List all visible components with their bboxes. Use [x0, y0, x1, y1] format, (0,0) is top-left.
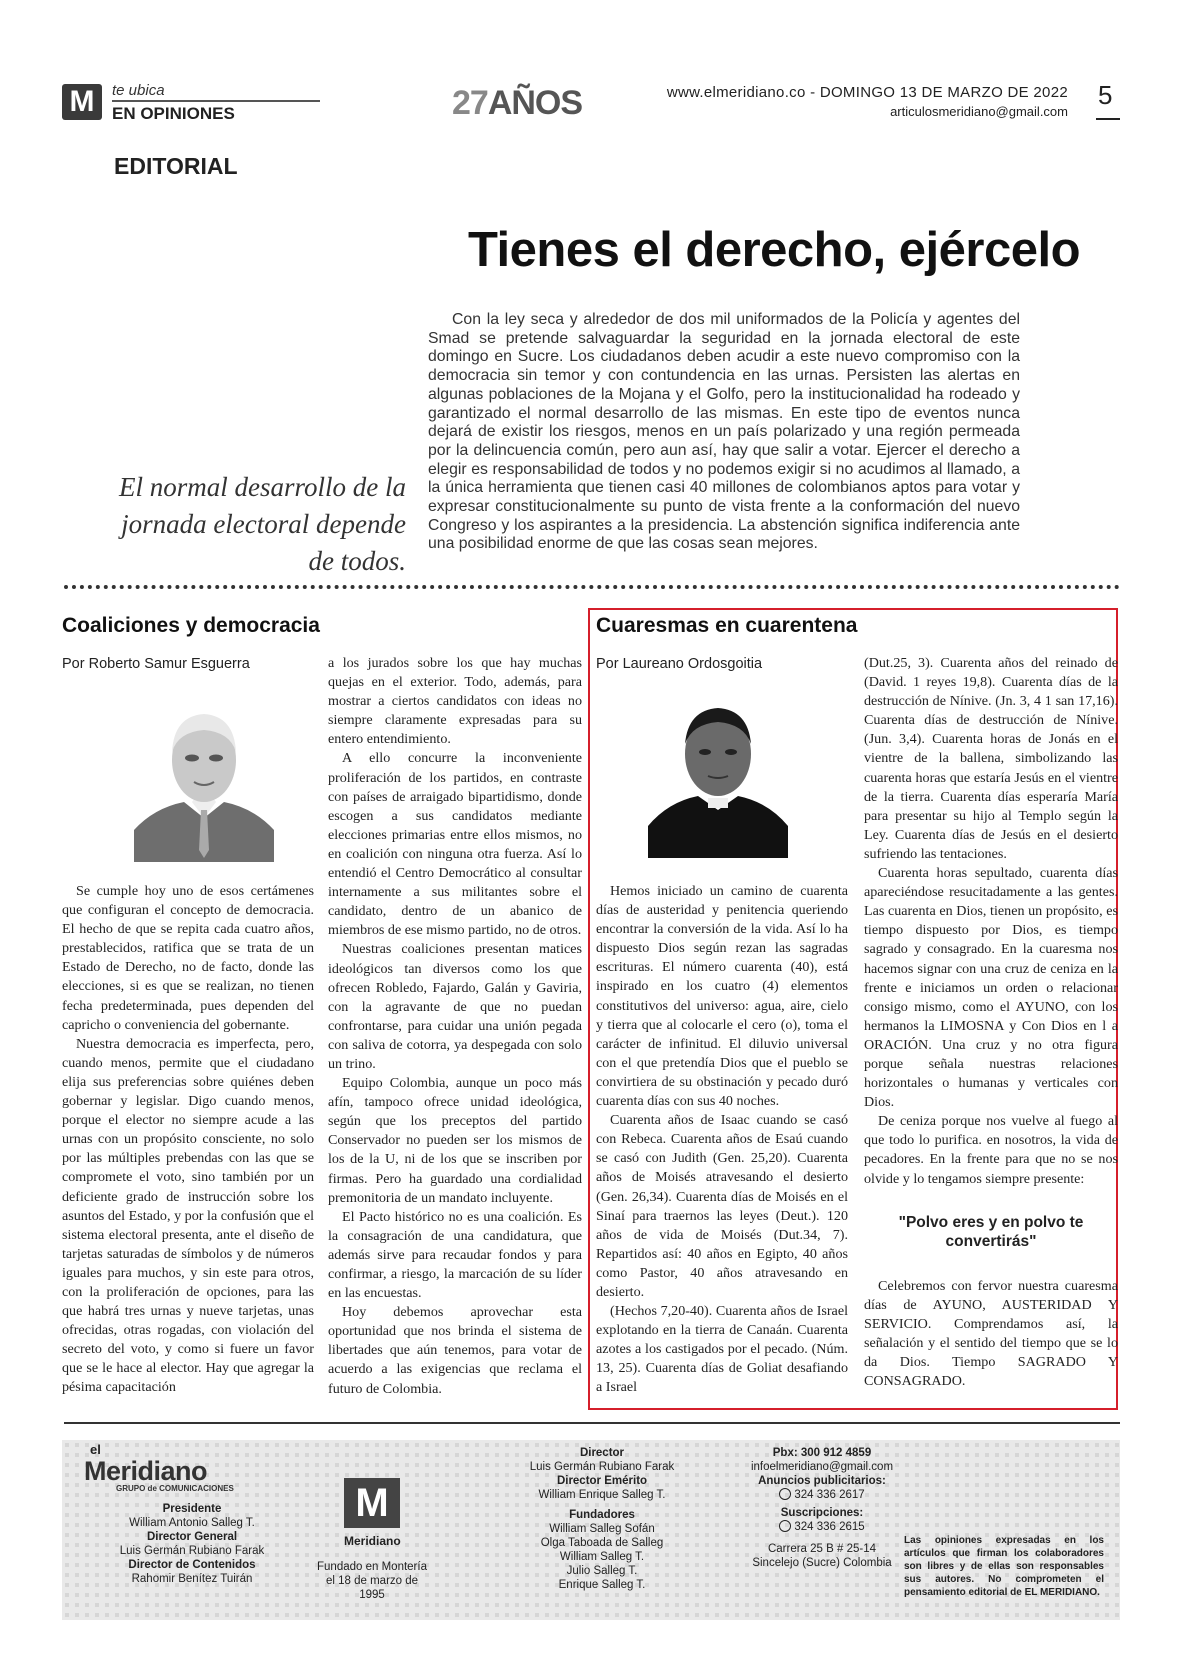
ads-phone-row	[702, 1488, 942, 1502]
paragraph: Equipo Colombia, aunque un poco más afín, tampoco ofrece unidad ideológica, según que los preceptos del partido Conservador no pueden ser los mismos de los de la U, ni de los que se inscriben por firmas. Pero ha guardado una cordialidad premonitoria de un mandato incluyente.	[328, 1075, 582, 1206]
staff-name: Luis Germán Rubiano Farak	[119, 1545, 265, 1557]
pull-quote: El normal desarrollo de la jornada electoral depende de todos.	[119, 472, 406, 576]
paragraph: Cuarenta horas sepultado, cuarenta días apareciéndose resucitadamente a las gentes. Las cuarenta en Dios, tienen un propósito, es tiempo dispuesto por Dios, es tiempo sagrado y consagrado. En la cuaresma nos hacemos signar con una cruz de ceniza en la frente e iniciamos un orden o relacionar consigo mismo, como el AYUNO, con los hermanos la LIMOSNA y Con Dios en l a ORACIÓN. Una cruz y no otra figura porque señala nuestras relaciones horizontales o humanas y verticales con Dios.	[864, 865, 1118, 1111]
page-number: 5	[1098, 80, 1113, 110]
editorial-body: Con la ley seca y alrededor de dos mil uniformados de la Policía y agentes del Smad se pretende salvaguardar la seguridad en la jornada electoral de este domingo en Sucre. Los ciudadanos deben acudir a este nuevo compromiso con la democracia sin temor y con contundencia en las urnas. Persisten las alertas en algunas poblaciones de la Mojana y el Golfo, pero la institucionalidad ha rodeado y garantizado el normal desarrollo de las mismas. En este tipo de eventos nunca dejará de existir los riesgos, menos en un país polarizado y una región permeada por la delincuencia común, pero aun así, hay que salir a votar. Ejercer el derecho a elegir es responsabilidad de todos y no podemos exigir si no acudimos al llamado, a la única herramienta que tienen casi 40 millones de colombianos aptos para votar y expresar constitucionalmente su punto de vista frente a la conformación del nuevo Congreso y los aspirantes a la presidencia. La abstención significa indiferencia ante una posibilidad enorme de que las cosas sean mejores.	[428, 311, 1020, 553]
paragraph: Celebremos con fervor nuestra cuaresma días de AYUNO, AUSTERIDAD Y SERVICIO. Comprendamos así, la señalación y el sentido del tiempo que se lo da Dios. Tiempo SAGRADO Y CONSAGRADO.	[864, 1277, 1118, 1390]
section-name: EN OPINIONES	[112, 104, 235, 123]
paragraph: Hoy debemos aprovechar esta oportunidad que nos brinda el sistema de libertades que aún tenemos, para votar de acuerdo a las exigencias que reclama el futuro de Colombia.	[328, 1304, 582, 1397]
left-article-byline: Por Roberto Samur Esguerra	[62, 656, 250, 672]
directors-block	[492, 1446, 712, 1592]
whatsapp-icon	[779, 1520, 791, 1532]
founder-name: William Salleg Sofán	[549, 1523, 655, 1535]
brand-logo: Meridiano	[84, 1456, 208, 1486]
right-article-byline: Por Laureano Ordosgoitia	[596, 656, 763, 672]
article-quote: "Polvo eres y en polvo te convertirás"	[898, 1213, 1084, 1250]
info-email[interactable]: infoelmeridiano@gmail.com	[750, 1461, 894, 1473]
meridiano-logo-name: Meridiano	[344, 1534, 401, 1548]
te-ubica-label: te ubica	[112, 82, 165, 99]
paragraph: Cuarenta años de Isaac cuando se casó con Rebeca. Cuarenta años de Esaú cuando se casó con Judith (Gen. 25,20). Cuarenta años de Moisés atravesando el desierto (Gen. 26,34). Cuarenta días de Moisés en el Sinaí para traernos las leyes (Deut.). 120 años de vida de Moisés (Dut.34, 7). Repartidos así: 40 años en Egipto, 40 años como Pastor, 40 años atravesando en desierto.	[596, 1112, 848, 1300]
paragraph: (Hechos 7,20-40). Cuarenta años de Israel explotando en la tierra de Canaán. Cuarenta azotes a los castigados por el pecado. (Núm. 13, 25). Cuarenta días de Goliat desafiando a Israel	[596, 1303, 848, 1396]
author-photo-ordosgoitia	[648, 686, 788, 858]
founders-role: Fundadores	[569, 1509, 635, 1521]
staff-role: Director de Contenidos	[128, 1559, 256, 1571]
right-article-title: Cuaresmas en cuarentena	[596, 614, 858, 637]
author-photo-samur	[134, 690, 274, 862]
meridiano-m-logo: M	[344, 1478, 400, 1528]
director-role: Director	[579, 1447, 625, 1459]
ads-label: Anuncios publicitarios:	[758, 1475, 886, 1487]
left-article-column-1	[62, 882, 314, 1398]
header-rule	[112, 100, 320, 102]
whatsapp-icon	[779, 1488, 791, 1500]
footer-rule	[64, 1422, 1120, 1424]
founded-note	[312, 1560, 432, 1602]
paragraph: Hemos iniciado un camino de cuarenta días de austeridad y penitencia queriendo encontrar la conversión de la vida. Así lo ha dispuesto Dios según rezan las sagradas escrituras. El número cuarenta (40), está inspirado en los cuatro (4) elementos constitutivos del universo: agua, aire, cielo y tierra que al colocarle el cero (o), toma el carácter de infinitud. El diluvio universal con el que pretendía Dios que el pueblo se convirtiera de su obstinación y pecado duró cuarenta días con sus 40 noches.	[596, 883, 848, 1110]
staff-list	[102, 1502, 282, 1586]
paragraph: Se cumple hoy uno de esos certámenes que configuran el concepto de democracia. El hecho de que se repita cada cuatro años, prestablecidos, ratifica que se trata de un Estado de Derecho, no de facto, donde las elecciones, si es que se realizan, no tienen fecha predeterminada, pues dependen del capricho o conveniencia del gobernante.	[62, 883, 314, 1033]
paragraph: a los jurados sobre los que hay muchas quejas en el exterior. Todo, además, para mostrar a ciertos candidatos con ideas no siempre claramente expresadas para su entero entendimiento.	[328, 655, 582, 748]
paragraph: El Pacto histórico no es una coalición. Es la consagración de una candidatura, que además sirve para recaudar fondos y para confirmar, a riesgo, la marcación de su líder en las encuestas.	[328, 1208, 582, 1302]
founder-name: William Salleg T.	[559, 1551, 645, 1563]
staff-name: Rahomir Benítez Tuirán	[131, 1573, 253, 1585]
disclaimer: Las opiniones expresadas en los artículos que firman los colaboradores son libres y de ellas son responsables sus autores. No comprometen el pensamiento editorial de EL MERIDIANO.	[904, 1535, 1104, 1598]
subs-label: Suscripciones:	[780, 1507, 864, 1519]
founded-line: el 18 de marzo de 1995	[325, 1575, 419, 1601]
address-line: Sincelejo (Sucre) Colombia	[752, 1557, 892, 1569]
anniversary-badge	[452, 84, 582, 123]
brand-subtitle: GRUPO de COMUNICACIONES	[116, 1484, 234, 1493]
paragraph: Nuestras coaliciones presentan matices ideológicos tan diversos como los que ofrecen Robledo, Fajardo, Galán y Gaviria, con la agravante de que no puedan confrontarse, para cuidar una unión pegada con saliva de cotorra, ya despegada con solo un trino.	[328, 941, 582, 1072]
founder-name: Enrique Salleg T.	[558, 1579, 646, 1591]
founder-name: Julio Salleg T.	[566, 1565, 638, 1577]
director-name: Luis Germán Rubiano Farak	[529, 1461, 675, 1473]
anniversary-word: AÑOS	[487, 84, 583, 122]
subs-phone[interactable]: 324 336 2615	[794, 1521, 865, 1533]
address-line: Carrera 25 B # 25-14	[767, 1543, 877, 1555]
ads-phone[interactable]: 324 336 2617	[794, 1489, 865, 1501]
emeritus-name: William Enrique Salleg T.	[538, 1489, 666, 1501]
meridiano-logo: M	[62, 84, 102, 120]
left-article-column-2	[328, 654, 582, 1399]
editorial-title: Tienes el derecho, ejércelo	[467, 223, 1080, 277]
staff-role: Director General	[146, 1531, 238, 1543]
paragraph: (Dut.25, 3). Cuarenta años del reinado de (David. 1 reyes 19,8). Cuarenta días de la destrucción de Nínive. (Jn. 3, 4 1 san 17,16). Cuarenta días de destrucción de Nínive. (Jun. 3,4). Cuarenta horas de Jonás en el vientre de la ballena, simbolizando las cuarenta horas que estaría Jesús en el vientre de la tierra. Cuarenta días esperaría María para presentar su hijo al Templo según la Ley. Cuarenta días de Jesús en el desierto sufriendo las tentaciones.	[864, 655, 1118, 862]
paragraph: A ello concurre la inconveniente proliferación de los partidos, en contraste con países de arraigado bipartidismo, donde escogen a sus candidatos mediante elecciones primarias entre ellos mismos, no en coalición con ninguna otra fuerza. Así lo entendió el Centro Democrático al consultar internamente a sus militantes sobre el candidato, dentro de un abanico de miembros de ese mismo partido, no de otros.	[328, 750, 582, 939]
brand-el: el	[90, 1442, 101, 1457]
editorial-label: EDITORIAL	[114, 153, 238, 179]
contact-email: articulosmeridiano@gmail.com	[890, 104, 1068, 119]
emeritus-role: Director Emérito	[556, 1475, 648, 1487]
paragraph: Nuestra democracia es imperfecta, pero, cuando menos, permite que el ciudadano elija sus preferencias sobre quiénes deben gobernar y legislar. Digo cuando menos, porque el elector no siempre acude a las urnas con un propósito consciente, no solo por las múltiples prebendas con las que se compromete el voto, sino también por un deficiente grado de instrucción sobre los asuntos del Estado, y por la confusión que el sistema electoral presenta, ante el diseño de tarjetas saturadas de símbolos y de números iguales para muchos, y sin este para otros, con la proliferación de opciones, para las que habrá tres urnas y nueve tarjetas, unas ofrecidas, otras rogadas, con violación del secreto del voto, y como si fuere un favor que se le hace al elector. Hay que agregar la pésima capacitación	[62, 1035, 314, 1396]
pbx-phone: Pbx: 300 912 4859	[772, 1447, 872, 1459]
anniversary-number: 27	[452, 84, 488, 122]
paragraph: De ceniza porque nos vuelve al fuego al que todo lo purifica. en nosotros, la vida de pecadores. En la frente para que no se nos olvide y lo tengamos siempre presente:	[864, 1113, 1118, 1187]
staff-name: William Antonio Salleg T.	[129, 1517, 255, 1529]
right-article-column-1	[596, 882, 848, 1404]
founded-line: Fundado en Montería	[317, 1561, 427, 1573]
founder-name: Olga Taboada de Salleg	[540, 1537, 664, 1549]
masthead-footer	[62, 1440, 1120, 1620]
right-article-column-2	[864, 654, 1118, 1406]
left-article-title: Coaliciones y democracia	[62, 614, 320, 637]
section-divider	[64, 585, 1120, 589]
page-number-rule	[1096, 118, 1120, 120]
subs-phone-row	[702, 1520, 942, 1534]
site-and-date: www.elmeridiano.co - DOMINGO 13 DE MARZO DE 2022	[666, 84, 1068, 101]
staff-role: Presidente	[162, 1503, 222, 1515]
